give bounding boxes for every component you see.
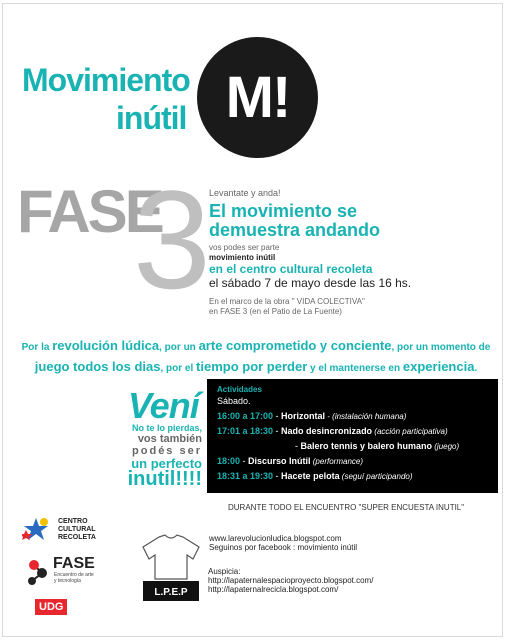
facebook-text: Seguinos por facebook : movimiento inútil bbox=[209, 543, 358, 552]
molecule-icon bbox=[26, 557, 52, 587]
invite-line3: podés ser bbox=[132, 445, 202, 457]
manifesto-em: revolución lúdica bbox=[52, 338, 160, 353]
invite-line5: inutil!!!! bbox=[127, 468, 202, 490]
venue: en el centro cultural recoleta bbox=[209, 262, 373, 276]
sponsor-link-2[interactable]: http://lapaternalrecicla.blogspot.com/ bbox=[208, 585, 339, 594]
title-line2: inútil bbox=[116, 100, 187, 136]
activity-time: 16:00 a 17:00 bbox=[217, 411, 274, 421]
activity-sep: - bbox=[240, 456, 249, 466]
activities-header: Actividades bbox=[217, 385, 262, 394]
line-small1: vos podes ser parte bbox=[209, 243, 280, 252]
fase-logo-sub1: Encuentro de arte bbox=[54, 572, 94, 578]
activity-row bbox=[217, 454, 488, 469]
sponsor-link-1[interactable]: http://lapaternalespacioproyecto.blogspot.com/ bbox=[208, 576, 374, 585]
activity-note: - (instalación humana) bbox=[325, 412, 407, 421]
manifesto-em: experiencia bbox=[402, 359, 475, 374]
activities-box bbox=[207, 379, 498, 493]
manifesto bbox=[16, 336, 496, 378]
activity-time: 17:01 a 18:30 bbox=[217, 426, 274, 436]
ccr-logo bbox=[22, 516, 102, 546]
auspicia-label: Auspicia: bbox=[208, 567, 241, 576]
activity-row bbox=[217, 424, 488, 439]
kicker: Levantate y anda! bbox=[209, 188, 281, 198]
fase-logo-name: FASE bbox=[53, 555, 95, 572]
lpep-logo-text: L.P.E.P bbox=[154, 587, 188, 598]
activity-sep: - bbox=[295, 441, 301, 451]
activity-time: 18:31 a 19:30 bbox=[217, 471, 274, 481]
activity-note: (acción participativa) bbox=[372, 427, 448, 436]
invite-line1: No te lo pierdas, bbox=[131, 423, 202, 433]
during-note: DURANTE TODO EL ENCUENTRO "SUPER ENCUESTA INUTIL" bbox=[228, 503, 465, 512]
ccr-line2: CULTURAL bbox=[58, 526, 96, 533]
manifesto-em: juego todos los dias bbox=[34, 359, 161, 374]
headline-line2: demuestra andando bbox=[209, 220, 381, 240]
manifesto-text: y el mantenerse en bbox=[307, 363, 403, 374]
manifesto-text: , por un momento de bbox=[391, 342, 491, 353]
m-circle-logo: M! bbox=[197, 37, 318, 158]
title-line1: Movimiento bbox=[22, 62, 190, 98]
blog-link[interactable]: www.larevolucionludica.blogspot.com bbox=[209, 534, 342, 543]
invite-line2: vos también bbox=[137, 433, 202, 445]
activity-name: Horizontal bbox=[281, 411, 326, 421]
activity-note: (juego) bbox=[432, 442, 460, 451]
headline-line1: El movimiento se bbox=[209, 201, 358, 221]
veni-heading: Vení bbox=[128, 385, 199, 426]
activity-note: (performance) bbox=[310, 457, 364, 466]
activity-row bbox=[217, 439, 488, 454]
fase-logo bbox=[26, 555, 106, 591]
activity-row bbox=[217, 469, 488, 484]
context-line2: en FASE 3 (en el Patio de La Fuente) bbox=[209, 307, 342, 316]
udg-logo: UDG bbox=[35, 599, 67, 615]
activity-time: 18:00 bbox=[217, 456, 241, 466]
manifesto-em: arte comprometido y conciente bbox=[198, 338, 392, 353]
activity-name: Balero tennis y balero humano bbox=[300, 441, 433, 451]
fase-logo-sub2: y tecnología bbox=[54, 578, 81, 584]
activity-name: Hacete pelota bbox=[281, 471, 340, 481]
star-icon bbox=[22, 516, 52, 544]
activities-day: Sábado. bbox=[217, 396, 251, 406]
context-line1: En el marco de la obra " VIDA COLECTIVA" bbox=[209, 297, 365, 306]
activity-name: Nado desincronizado bbox=[281, 426, 373, 436]
activity-note: (seguí participando) bbox=[339, 472, 413, 481]
links-block bbox=[209, 534, 357, 552]
line-small2: movimiento inútil bbox=[209, 253, 276, 262]
manifesto-text: , por el bbox=[160, 363, 197, 374]
activity-row bbox=[217, 409, 488, 424]
activity-sep: - bbox=[273, 411, 282, 421]
ccr-line1: CENTRO bbox=[58, 518, 88, 525]
manifesto-text: Por la bbox=[21, 342, 53, 353]
date: el sábado 7 de mayo desde las 16 hs. bbox=[209, 276, 412, 290]
manifesto-text: . bbox=[474, 363, 478, 374]
activity-name: Discurso Inútil bbox=[248, 456, 311, 466]
activity-sep: - bbox=[273, 471, 282, 481]
fase-word: FASE bbox=[17, 178, 162, 245]
fase-number: 3 bbox=[133, 161, 211, 318]
ccr-line3: RECOLETA bbox=[58, 534, 96, 541]
manifesto-text: , por un bbox=[159, 342, 199, 353]
activity-sep: - bbox=[273, 426, 282, 436]
sponsors-block bbox=[208, 567, 373, 594]
invite-line4: un perfecto bbox=[131, 456, 202, 471]
manifesto-em: tiempo por perder bbox=[196, 359, 308, 374]
tshirt-icon bbox=[139, 533, 203, 603]
